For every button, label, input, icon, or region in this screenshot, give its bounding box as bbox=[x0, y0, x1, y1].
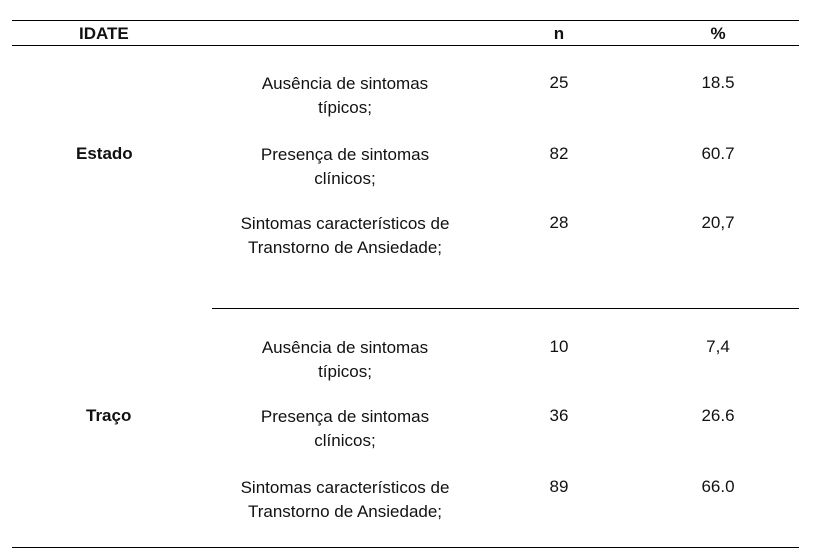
header-bottom-rule bbox=[12, 45, 799, 46]
table-bottom-rule bbox=[12, 547, 799, 548]
percent-value: 60.7 bbox=[701, 144, 735, 163]
category-label: Presença de sintomas clínicos; bbox=[260, 145, 430, 188]
category-label: Ausência de sintomas típicos; bbox=[261, 338, 429, 381]
group-label-estado: Estado bbox=[76, 144, 133, 163]
header-idate: IDATE bbox=[79, 24, 129, 43]
n-value: 89 bbox=[549, 477, 569, 496]
group-label-traco: Traço bbox=[86, 406, 132, 425]
percent-value: 18.5 bbox=[701, 73, 735, 92]
category-label: Sintomas característicos de Transtorno de Ansiedade; bbox=[240, 478, 450, 521]
percent-value: 26.6 bbox=[701, 406, 735, 425]
n-value: 10 bbox=[549, 337, 569, 356]
n-value: 82 bbox=[549, 144, 569, 163]
n-value: 25 bbox=[549, 73, 569, 92]
n-value: 28 bbox=[549, 213, 569, 232]
percent-value: 7,4 bbox=[706, 337, 730, 356]
category-label: Ausência de sintomas típicos; bbox=[261, 74, 429, 117]
table-top-rule bbox=[12, 20, 799, 21]
group-separator-rule bbox=[212, 308, 799, 309]
percent-value: 66.0 bbox=[701, 477, 735, 496]
header-percent: % bbox=[710, 24, 726, 43]
percent-value: 20,7 bbox=[701, 213, 735, 232]
n-value: 36 bbox=[549, 406, 569, 425]
category-label: Presença de sintomas clínicos; bbox=[260, 407, 430, 450]
header-n: n bbox=[553, 24, 565, 43]
category-label: Sintomas característicos de Transtorno de Ansiedade; bbox=[240, 214, 450, 257]
